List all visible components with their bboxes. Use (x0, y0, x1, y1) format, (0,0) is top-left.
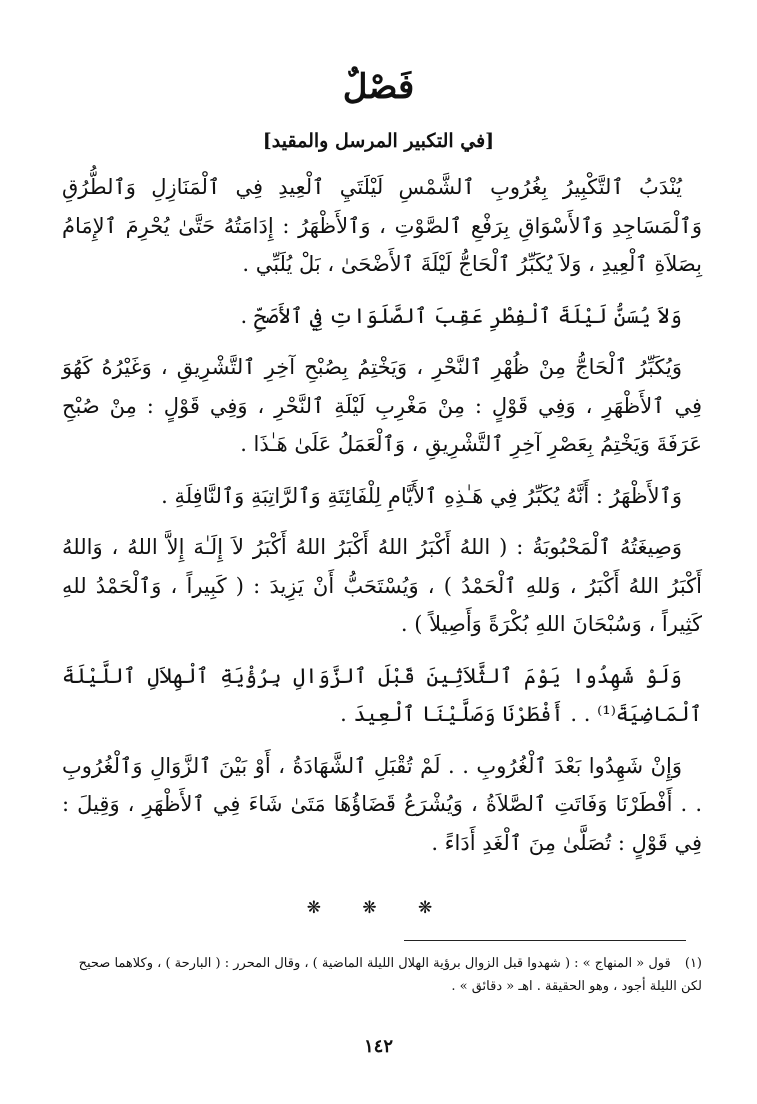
footnote-text: قول « المنهاج » : ( شهدوا قبل الزوال برؤية الهلال الليلة الماضية ) ، وقال المحرر : ( البارحة ) ، وكلاهما صحيح لكن الليلة أجود ، وهو الحقيقة . اهـ « دقائق » . (78, 956, 702, 994)
footnote (62, 952, 702, 998)
paragraph: وَٱلأَظْهَرُ : أَنَّهُ يُكَبِّرُ فِي هَـٰذِهِ ٱلأَيَّامِ لِلْفَائِتَةِ وَٱلرَّاتِبَةِ وَٱلنَّافِلَةِ . (161, 483, 682, 508)
body-text (62, 168, 702, 875)
page-number: ١٤٢ (363, 1036, 393, 1057)
paragraph: وَلاَ يُسَنُّ لَيْلَةَ ٱلْفِطْرِ عَقِبَ ٱلصَّلَوَاتِ فِي ٱلأَصَحِّ . (240, 303, 682, 328)
chapter-heading: فَصْلٌ (342, 67, 415, 107)
section-separator: ❋ ❋ ❋ (306, 898, 451, 918)
footnote-divider (404, 940, 686, 941)
paragraph: وَصِيغَتُهُ ٱلْمَحْبُوبَةُ : ( اللهُ أَكْبَرُ اللهُ أَكْبَرُ اللهُ أَكْبَرُ لاَ إِلَـٰهَ إِلاَّ اللهُ ، وَاللهُ أَكْبَرُ اللهُ أَكْبَرُ ، وَللهِ ٱلْحَمْدُ ) ، وَيُسْتَحَبُّ أَنْ يَزِيدَ : ( كَبِيراً ، وَٱلْحَمْدُ للهِ كَثِيراً ، وَسُبْحَانَ اللهِ بُكْرَةً وَأَصِيلاً ) . (62, 535, 702, 636)
paragraph: وَإِنْ شَهِدُوا بَعْدَ ٱلْغُرُوبِ . . لَمْ تُقْبَلِ ٱلشَّهَادَةُ ، أَوْ بَيْنَ ٱلزَّوَالِ وَٱلْغُرُوبِ . . أَفْطَرْنَا وَفَاتَتِ ٱلصَّلاَةُ ، وَيُشْرَعُ قَضَاؤُهَا مَتَىٰ شَاءَ فِي ٱلأَظْهَرِ ، وَقِيلَ : فِي قَوْلٍ : تُصَلَّىٰ مِنَ ٱلْغَدِ أَدَاءً . (62, 753, 702, 855)
footnote-number: (١) (684, 956, 702, 971)
paragraph: يُنْدَبُ ٱلتَّكْبِيرُ بِغُرُوبِ ٱلشَّمْسِ لَيْلَتَيِ ٱلْعِيدِ فِي ٱلْمَنَازِلِ وَٱلطُّرُقِ وَٱلْمَسَاجِدِ وَٱلأَسْوَاقِ بِرَفْعِ ٱلصَّوْتِ ، وَٱلأَظْهَرُ : إِدَامَتُهُ حَتَّىٰ يُحْرِمَ ٱلإِمَامُ بِصَلاَةِ ٱلْعِيدِ ، وَلاَ يُكَبِّرُ ٱلْحَاجُّ لَيْلَةَ ٱلأَضْحَىٰ ، بَلْ يُلَبِّي . (62, 175, 702, 276)
section-title: [في التكبير المرسل والمقيد] (262, 130, 495, 152)
paragraph: وَلَوْ شَهِدُوا يَوْمَ ٱلثَّلاَثِينَ قَبْلَ ٱلزَّوَالِ بِرُؤْيَةِ ٱلْهِلاَلِ ٱللَّيْلَةَ ٱلْمَاضِيَةَ⁽¹⁾ . . أَفْطَرْنَا وَصَلَّيْنَا ٱلْعِيدَ . (62, 663, 702, 726)
paragraph: وَيُكَبِّرُ ٱلْحَاجُّ مِنْ ظُهْرِ ٱلنَّحْرِ ، وَيَخْتِمُ بِصُبْحِ آخِرِ ٱلتَّشْرِيقِ ، وَغَيْرُهُ كَهُوَ فِي ٱلأَظْهَرِ ، وَفِي قَوْلٍ : مِنْ مَغْرِبِ لَيْلَةِ ٱلنَّحْرِ ، وَفِي قَوْلٍ : مِنْ صُبْحِ عَرَفَةَ وَيَخْتِمُ بِعَصْرِ آخِرِ ٱلتَّشْرِيقِ ، وَٱلْعَمَلُ عَلَىٰ هَـٰذَا . (62, 355, 702, 456)
